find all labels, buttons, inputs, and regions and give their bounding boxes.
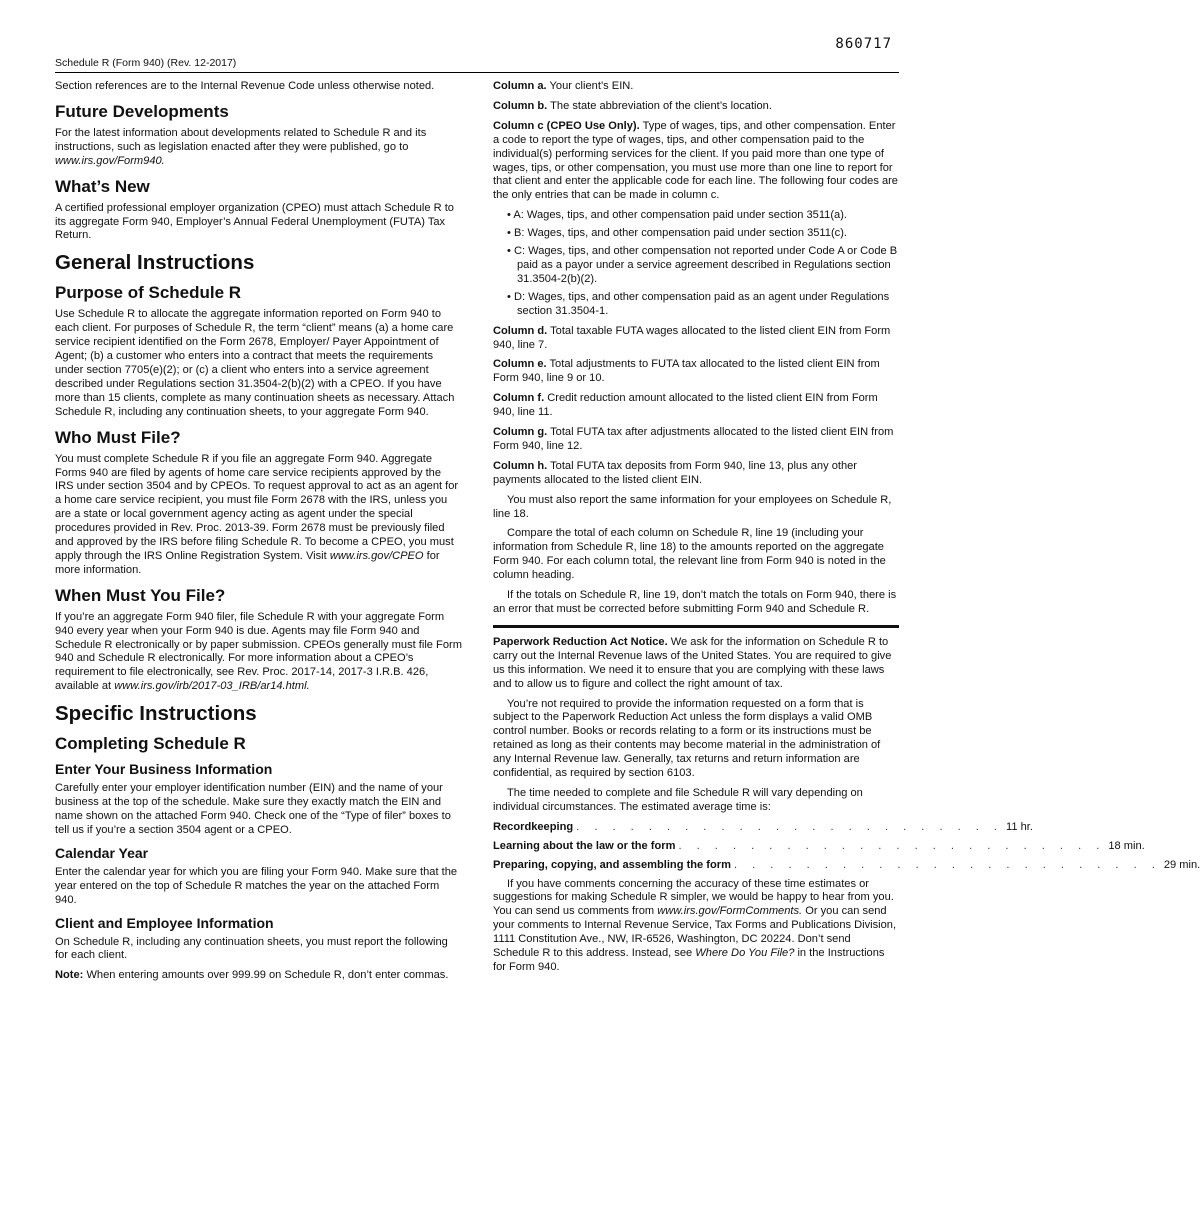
column-c-text: Column c (CPEO Use Only). Type of wages, tips, and other compensation. Enter a code to report the type of wages, tips, and other compensation paid to the individual(s) performing services for the client. If you paid more than one type of wages, tips, or other compensation, you must use more than one line to report for that client and enter the applicable code for each line. The following four codes are the only entries that can be made in column c. [493, 119, 898, 202]
left-column [55, 80, 462, 989]
compare-text: Compare the total of each column on Schedule R, line 19 (including your information from Schedule R, line 18) to the amounts reported on the aggregate Form 940. For each column total, the relevant line from Form 940 is noted in the column heading. [493, 527, 886, 582]
who-must-file-heading: Who Must File? [55, 427, 181, 447]
column-d-text: Column d. Total taxable FUTA wages allocated to the listed client EIN from Form 940, line 7. [493, 324, 891, 351]
column-g-text: Column g. Total FUTA tax after adjustments allocated to the listed client EIN from Form 940, line 12. [493, 426, 894, 452]
column-b-text: Column b. The state abbreviation of the client’s location. [493, 99, 772, 112]
list-item: • A: Wages, tips, and other compensation paid under section 3511(a). [507, 209, 899, 223]
page-identifier: 860717 [835, 36, 892, 52]
column-a-text: Column a. Your client’s EIN. [493, 80, 634, 92]
also-report-text: You must also report the same information for your employees on Schedule R, line 18. [493, 493, 892, 520]
paperwork-p2: You’re not required to provide the information requested on a form that is subject to the Paperwork Reduction Act unless the form displays a valid OMB control number. Books or records relating to a form or its instructions must be retained as long as their contents may become material in the administration of any Internal Revenue law. Generally, tax returns and return information are confidential, as required by section 6103. [493, 697, 881, 780]
irb-link[interactable]: www.irs.gov/irb/2017-03_IRB/ar14.html. [114, 680, 310, 693]
future-developments-text: For the latest information about developments related to Schedule R and its instructions, such as legislation enacted after they were published, go to www.irs.gov/Form940. [55, 126, 427, 167]
specific-instructions-heading: Specific Instructions [55, 702, 257, 726]
business-info-text: Carefully enter your employer identification number (EIN) and the name of your business at the top of the schedule. Make sure they exactly match the EIN and name shown on the attached Form 940. Check one of the “Type of filer” boxes to tell us if you’re a section 3504 agent or a CPEO. [55, 782, 451, 836]
section-divider [493, 625, 899, 628]
client-employee-heading: Client and Employee Information [55, 914, 274, 931]
calendar-year-heading: Calendar Year [55, 844, 149, 861]
future-developments-heading: Future Developments [55, 101, 229, 121]
general-instructions-heading: General Instructions [55, 251, 255, 275]
mismatch-text: If the totals on Schedule R, line 19, don’t match the totals on Form 940, there is an error that must be corrected before submitting Form 940 and Schedule R. [493, 589, 897, 615]
form-header: Schedule R (Form 940) (Rev. 12-2017) [55, 57, 899, 73]
form940-link[interactable]: www.irs.gov/Form940. [55, 154, 165, 167]
time-row-learning: Learning about the law or the form . . . . . . . . . . . . . . . . . . . . . . . . 18 min. [493, 839, 1145, 852]
purpose-heading: Purpose of Schedule R [55, 283, 242, 303]
purpose-text: Use Schedule R to allocate the aggregate information reported on Form 940 to each client. For purposes of Schedule R, the term “client” means (a) a home care service recipient identified on the Form 2678, Employer/ Payer Appointment of Agent; (b) a customer who enters into a contract that meets the requirements under section 7705(e)(2); or (c) a client who enters into a service agreement described under Regulations section 31.3504-2(b)(2) with a CPEO. If you have more than 15 clients, complete as many continuation sheets as necessary. Attach Schedule R, including any continuation sheets, to your aggregate Form 940. [55, 308, 455, 418]
list-item: • C: Wages, tips, and other compensation not reported under Code A or Code B paid as a payor under a service agreement described in Regulations section 31.3504-2(b)(2). [507, 245, 899, 287]
column-f-text: Column f. Credit reduction amount allocated to the listed client EIN from Form 940, line 11. [493, 392, 878, 419]
note-text: Note: When entering amounts over 999.99 on Schedule R, don’t enter commas. [55, 969, 449, 982]
intro-text: Section references are to the Internal Revenue Code unless otherwise noted. [55, 80, 435, 92]
whats-new-heading: What’s New [55, 176, 150, 196]
client-employee-text: On Schedule R, including any continuation sheets, you must report the following for each client. [55, 935, 448, 962]
list-item: • B: Wages, tips, and other compensation paid under section 3511(c). [507, 227, 899, 241]
code-list [493, 209, 899, 318]
business-info-heading: Enter Your Business Information [55, 761, 273, 778]
when-must-you-file-heading: When Must You File? [55, 585, 226, 605]
list-item: • D: Wages, tips, and other compensation paid as an agent under Regulations section 31.3504-1. [507, 291, 899, 319]
completing-heading: Completing Schedule R [55, 734, 246, 754]
comments-text: If you have comments concerning the accuracy of these time estimates or suggestions for making Schedule R simpler, we would be happy to hear from you. You can send us comments from www.irs.gov/FormComments. Or you can send your comments to Internal Revenue Service, Tax Forms and Publications Division, 1111 Constitution Ave., NW, IR-6526, Washington, DC 20224. Don’t send Schedule R to this address. Instead, see Where Do You File? in the Instructions for Form 940. [493, 877, 897, 973]
time-row-recordkeeping: Recordkeeping . . . . . . . . . . . . . . . . . . . . . . . . 11 hr. [493, 820, 1033, 833]
time-row-preparing: Preparing, copying, and assembling the form . . . . . . . . . . . . . . . . . . . . . . . . 29 min. [493, 858, 1200, 871]
calendar-year-text: Enter the calendar year for which you are filing your Form 940. Make sure that the year entered on the top of Schedule R matches the year on the attached Form 940. [55, 865, 458, 906]
right-column [493, 80, 1200, 981]
when-must-you-file-text: If you’re an aggregate Form 940 filer, file Schedule R with your aggregate Form 940 every year when your Form 940 is due. Agents may file Form 940 and Schedule R electronically or by paper submission. CPEOs generally must file Form 940 and Schedule R electronically. For more information about a CPEO’s requirement to file electronically, see Rev. Proc. 2017-14, 2017-3 I.R.B. 426, available at www.irs.gov/irb/2017-03_IRB/ar14.html. [55, 610, 462, 693]
column-h-text: Column h. Total FUTA tax deposits from Form 940, line 13, plus any other payments allocated to the listed client EIN. [493, 459, 857, 486]
form-comments-link[interactable]: www.irs.gov/FormComments. [657, 905, 803, 918]
paperwork-notice-text: Paperwork Reduction Act Notice. We ask for the information on Schedule R to carry out the Internal Revenue laws of the United States. You are required to give us this information. We need it to ensure that you are complying with these laws and to allow us to figure and collect the right amount of tax. [493, 635, 892, 690]
cpeo-link[interactable]: www.irs.gov/CPEO [329, 549, 424, 562]
column-e-text: Column e. Total adjustments to FUTA tax allocated to the listed client EIN from Form 940, line 9 or 10. [493, 358, 880, 385]
whats-new-text: A certified professional employer organization (CPEO) must attach Schedule R to its aggregate Form 940, Employer’s Annual Federal Unemployment (FUTA) Tax Return. [55, 201, 454, 242]
who-must-file-text: You must complete Schedule R if you file an aggregate Form 940. Aggregate Forms 940 are filed by agents of home care service recipients approved by the IRS under section 3504 and by CPEOs. To request approval to act as an agent for a home care service recipient, you must file Form 2678 with the IRS, unless you are a state or local government agency acting as agent under the special procedures provided in Rev. Proc. 2013-39. Form 2678 must be previously filed and approved by the IRS before filing Schedule R. To become a CPEO, you must apply through the IRS Online Registration System. Visit www.irs.gov/CPEO for more information. [55, 452, 459, 576]
paperwork-p3: The time needed to complete and file Schedule R will vary depending on individual circumstances. The estimated average time is: [493, 786, 863, 813]
